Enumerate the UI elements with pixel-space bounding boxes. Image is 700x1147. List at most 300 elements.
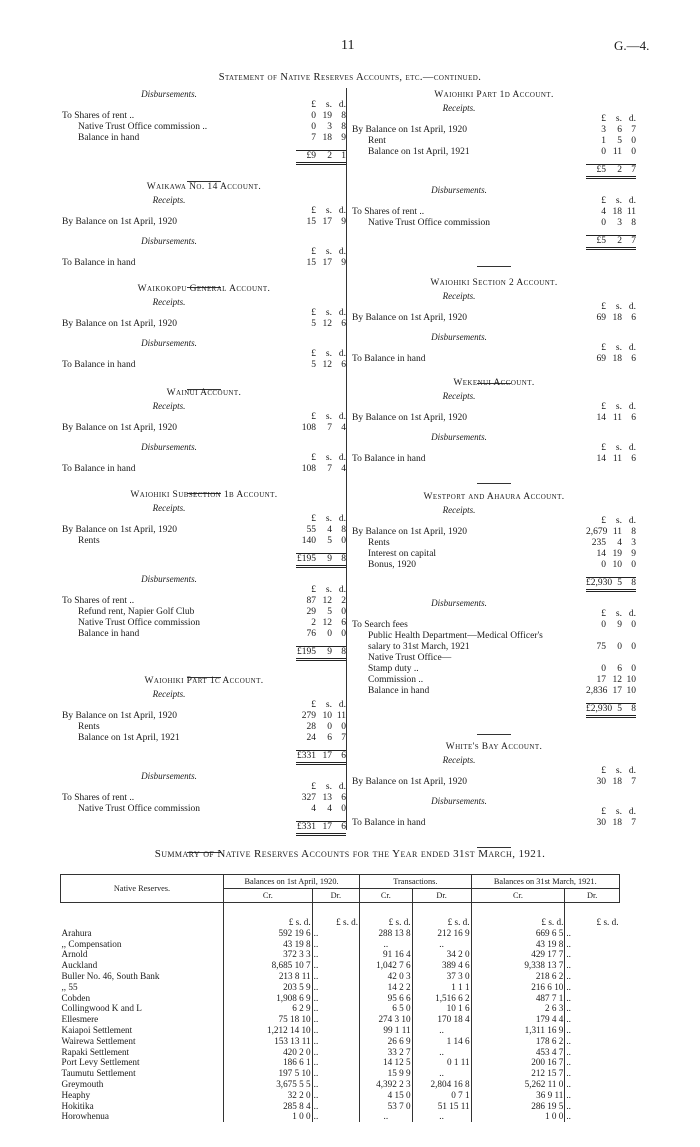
- amount-pounds: 30: [596, 777, 606, 787]
- pound-sign: £: [601, 114, 606, 124]
- amount-pounds: 2,679: [586, 527, 608, 537]
- pound-sign: £: [311, 206, 316, 216]
- reserve-name: Buller No. 46, South Bank: [61, 970, 160, 981]
- amount-shillings: 12: [322, 360, 332, 370]
- shilling-sign: s.: [615, 402, 622, 412]
- amount-pounds: 4: [311, 804, 316, 814]
- disbursements-label-text: To Balance in hand: [62, 360, 136, 370]
- amount-cell: 2 6 3: [471, 1003, 565, 1014]
- amount-pence: 0: [631, 560, 636, 570]
- amount-pounds: £9: [306, 151, 316, 161]
- amount-cell: [296, 111, 346, 122]
- amount-shillings: 18: [612, 818, 622, 828]
- currency-header: [62, 412, 346, 423]
- amount-cell: [586, 777, 636, 788]
- receipts-row: [62, 722, 346, 733]
- amount-shillings: 10: [322, 711, 332, 721]
- currency-header: [352, 516, 636, 527]
- disbursements-label-text: Native Trust Office commission: [78, 618, 201, 628]
- amount-pence: 6: [631, 413, 636, 423]
- amount-pence: 9: [341, 133, 346, 143]
- table-row: [61, 1047, 620, 1058]
- amount-cell: [586, 538, 636, 549]
- account-waikawa: [62, 180, 346, 288]
- section-rule: [477, 266, 511, 267]
- amount-pounds: 0: [601, 147, 606, 157]
- table-row: [61, 949, 620, 960]
- disbursements-label: Disbursements.: [141, 771, 197, 781]
- amount-cell: ..: [312, 1111, 359, 1122]
- table-row: [61, 1111, 620, 1122]
- amount-pence: 8: [341, 111, 346, 121]
- amount-pence: 8: [341, 122, 346, 132]
- amount-cell: ..: [565, 1068, 620, 1079]
- amount-cell: 592 19 6: [224, 928, 313, 939]
- receipts-row: [352, 777, 636, 788]
- amount-cell: ..: [565, 1047, 620, 1058]
- amount-cell: ..: [312, 1047, 359, 1058]
- amount-pounds: £5: [596, 236, 606, 246]
- shilling-sign: s.: [615, 807, 622, 817]
- pound-sign: £: [311, 453, 316, 463]
- pence-sign: d.: [338, 349, 346, 359]
- receipts-label-text: By Balance on 1st April, 1920: [352, 413, 468, 423]
- receipts-label: Receipts.: [442, 505, 476, 515]
- currency-units: £ s. d.: [224, 903, 313, 928]
- amount-cell: ..: [312, 949, 359, 960]
- amount-cell: ..: [565, 1090, 620, 1101]
- amount-cell: 75 18 10: [224, 1014, 313, 1025]
- amount-pence: 9: [341, 258, 346, 268]
- amount-cell: [296, 122, 346, 133]
- amount-cell: ..: [312, 971, 359, 982]
- disbursements-label-text: Public Health Department—Medical Officer's: [368, 631, 543, 641]
- amount-pence: 8: [341, 647, 346, 657]
- shilling-sign: s.: [615, 196, 622, 206]
- disbursements-label: Disbursements.: [141, 89, 197, 99]
- account-title: Waiohiki Section 2 Account.: [430, 278, 558, 288]
- amount-cell: [586, 235, 636, 250]
- amount-pounds: 24: [306, 733, 316, 743]
- amount-pence: 9: [631, 549, 636, 559]
- amount-shillings: 12: [322, 618, 332, 628]
- pence-sign: d.: [628, 609, 636, 619]
- receipts-label-text: By Balance on 1st April, 1920: [62, 423, 178, 433]
- currency-units: [296, 206, 346, 217]
- receipts-label-text: Balance on 1st April, 1921: [368, 147, 470, 157]
- amount-pence: 7: [631, 236, 636, 246]
- disbursements-row: [62, 629, 346, 640]
- amount-cell: ..: [360, 939, 413, 950]
- amount-cell: [296, 536, 346, 547]
- amount-cell: ..: [312, 939, 359, 950]
- amount-shillings: 12: [322, 596, 332, 606]
- amount-cell: ..: [312, 1068, 359, 1079]
- disbursements-label-text: To Shares of rent ..: [62, 111, 135, 121]
- table-row: [61, 971, 620, 982]
- amount-shillings: 0: [327, 629, 332, 639]
- amount-pounds: 0: [311, 111, 316, 121]
- currency-units: £ s. d.: [360, 903, 413, 928]
- amount-cell: 203 5 9: [224, 982, 313, 993]
- account-title: Waikokopu General Account.: [137, 284, 271, 294]
- currency-header: [352, 807, 636, 818]
- amount-pounds: 76: [306, 629, 316, 639]
- amount-cell: ..: [412, 1111, 471, 1122]
- amount-cell: 288 13 8: [360, 928, 413, 939]
- amount-pence: 6: [631, 354, 636, 364]
- col-header-cr: Cr.: [224, 889, 313, 903]
- receipts-label-text: By Balance on 1st April, 1920: [62, 319, 178, 329]
- amount-cell: [296, 793, 346, 804]
- amount-cell: ..: [312, 1057, 359, 1068]
- shilling-sign: s.: [325, 247, 332, 257]
- amount-pence: 0: [341, 607, 346, 617]
- amount-cell: [296, 133, 346, 144]
- amount-shillings: 4: [327, 525, 332, 535]
- amount-pence: 6: [341, 793, 346, 803]
- amount-shillings: 11: [612, 454, 622, 464]
- account-waiohiki-1d: [352, 88, 636, 267]
- receipts-row: [352, 313, 636, 324]
- amount-cell: [296, 607, 346, 618]
- disbursements-label-text: Native Trust Office commission ..: [78, 122, 208, 132]
- disbursements-label-text: To Balance in hand: [62, 464, 136, 474]
- disbursements-label-text: salary to 31st March, 1921: [368, 642, 470, 652]
- pound-sign: £: [601, 196, 606, 206]
- col-header-bal-1921: Balances on 31st March, 1921.: [471, 875, 619, 889]
- account-waikokopu: [62, 282, 346, 390]
- amount-cell: [296, 750, 346, 765]
- amount-cell: 4,392 2 3: [360, 1079, 413, 1090]
- receipts-label-text: Bonus, 1920: [368, 560, 417, 570]
- amount-shillings: 4: [327, 804, 332, 814]
- shilling-sign: s.: [325, 782, 332, 792]
- amount-shillings: 18: [612, 207, 622, 217]
- disbursements-label: Disbursements.: [141, 442, 197, 452]
- account-wainui: [62, 386, 346, 494]
- amount-cell: 1,516 6 2: [412, 993, 471, 1004]
- amount-cell: [296, 553, 346, 568]
- pound-sign: £: [311, 308, 316, 318]
- account-whites-bay: [352, 740, 636, 848]
- disbursements-total: [62, 150, 346, 163]
- amount-cell: ..: [565, 971, 620, 982]
- account-title: Wekenui Account.: [453, 378, 535, 388]
- amount-pounds: £2,930: [586, 578, 613, 588]
- receipts-row: [62, 711, 346, 722]
- amount-cell: 0 1 11: [412, 1057, 471, 1068]
- amount-shillings: 4: [617, 538, 622, 548]
- table-row: [61, 1025, 620, 1036]
- amount-pence: 6: [341, 822, 346, 832]
- document-reference: G.—4.: [614, 38, 650, 53]
- amount-shillings: 17: [612, 686, 622, 696]
- amount-cell: [586, 136, 636, 147]
- shilling-sign: s.: [325, 453, 332, 463]
- disbursements-row: [62, 607, 346, 618]
- amount-cell: ..: [312, 1079, 359, 1090]
- amount-cell: 6 5 0: [360, 1003, 413, 1014]
- amount-cell: 36 9 11: [471, 1090, 565, 1101]
- amount-shillings: 12: [322, 319, 332, 329]
- amount-shillings: 7: [327, 464, 332, 474]
- receipts-label: Receipts.: [442, 103, 476, 113]
- pence-sign: d.: [628, 114, 636, 124]
- pence-sign: d.: [628, 196, 636, 206]
- col-header-dr: Dr.: [412, 889, 471, 903]
- amount-cell: 2,804 16 8: [412, 1079, 471, 1090]
- amount-cell: [296, 821, 346, 836]
- summary-units-row: [61, 903, 620, 928]
- amount-cell: [586, 354, 636, 365]
- disbursements-row: [352, 354, 636, 365]
- amount-cell: [586, 549, 636, 560]
- amount-cell: ..: [565, 1111, 620, 1122]
- disbursements-row: [352, 207, 636, 218]
- amount-pence: 8: [341, 525, 346, 535]
- currency-units: [586, 516, 636, 527]
- amount-cell: 15 9 9: [360, 1068, 413, 1079]
- disbursements-label-text: To Shares of rent ..: [352, 207, 425, 217]
- disbursements-row: [352, 642, 636, 653]
- disbursements-label-text: Native Trust Office commission: [78, 804, 201, 814]
- disbursements-row: [62, 804, 346, 815]
- disbursements-row: [62, 133, 346, 144]
- amount-cell: [296, 525, 346, 536]
- amount-pence: 8: [631, 704, 636, 714]
- disbursements-label-text: To Balance in hand: [62, 258, 136, 268]
- amount-cell: 33 2 7: [360, 1047, 413, 1058]
- amount-pounds: 2,836: [586, 686, 608, 696]
- receipts-row: [62, 217, 346, 228]
- amount-cell: [296, 360, 346, 371]
- receipts-row: [352, 560, 636, 571]
- amount-pence: 7: [341, 733, 346, 743]
- section-rule: [477, 734, 511, 735]
- amount-pounds: 2: [311, 618, 316, 628]
- amount-cell: [586, 675, 636, 686]
- receipts-label-text: Rents: [78, 722, 100, 732]
- amount-cell: 389 4 6: [412, 960, 471, 971]
- amount-cell: ..: [312, 993, 359, 1004]
- amount-pence: 0: [631, 136, 636, 146]
- amount-shillings: 18: [322, 133, 332, 143]
- currency-units: [296, 514, 346, 525]
- amount-cell: 1 0 0: [224, 1111, 313, 1122]
- disbursements-label-text: Refund rent, Napier Golf Club: [78, 607, 195, 617]
- reserve-name: Arnold: [61, 949, 88, 960]
- shilling-sign: s.: [325, 700, 332, 710]
- amount-cell: 178 6 2: [471, 1036, 565, 1047]
- amount-pounds: 3: [601, 125, 606, 135]
- pence-sign: d.: [628, 402, 636, 412]
- summary-table: [60, 874, 620, 1122]
- disbursements-label-text: To Balance in hand: [352, 818, 426, 828]
- amount-pence: 8: [341, 554, 346, 564]
- amount-cell: ..: [412, 1068, 471, 1079]
- currency-header: [62, 514, 346, 525]
- table-row: [61, 1036, 620, 1047]
- amount-cell: [586, 218, 636, 229]
- amount-pence: 0: [341, 536, 346, 546]
- amount-shillings: 0: [617, 642, 622, 652]
- amount-cell: ..: [565, 939, 620, 950]
- account-title: Waiohiki Part 1c Account.: [144, 676, 264, 686]
- disbursements-row: [352, 664, 636, 675]
- table-row: [61, 1101, 620, 1112]
- statement-title: Statement of Native Reserves Accounts, etc.—continued.: [218, 72, 482, 83]
- amount-shillings: 18: [612, 777, 622, 787]
- amount-cell: [296, 804, 346, 815]
- amount-cell: 32 2 0: [224, 1090, 313, 1101]
- currency-header: [352, 609, 636, 620]
- shilling-sign: s.: [325, 514, 332, 524]
- amount-pounds: £5: [596, 165, 606, 175]
- amount-cell: ..: [312, 1101, 359, 1112]
- amount-cell: 43 19 8: [471, 939, 565, 950]
- disbursements-row: [352, 686, 636, 697]
- amount-pence: 3: [631, 538, 636, 548]
- currency-header: [352, 402, 636, 413]
- receipts-label-text: Interest on capital: [368, 549, 437, 559]
- reserve-name: Ellesmere: [61, 1014, 99, 1025]
- currency-header: [62, 206, 346, 217]
- currency-units: [586, 402, 636, 413]
- pence-sign: d.: [338, 412, 346, 422]
- pound-sign: £: [311, 247, 316, 257]
- currency-header: [62, 700, 346, 711]
- amount-cell: ..: [565, 1014, 620, 1025]
- amount-cell: ..: [565, 960, 620, 971]
- receipts-label: Receipts.: [442, 391, 476, 401]
- disbursements-row: [62, 122, 346, 133]
- col-header-cr: Cr.: [360, 889, 413, 903]
- amount-pence: 6: [341, 319, 346, 329]
- pence-sign: d.: [628, 343, 636, 353]
- amount-shillings: 0: [327, 722, 332, 732]
- amount-cell: [586, 527, 636, 538]
- col-header-bal-1920: Balances on 1st April, 1920.: [224, 875, 360, 889]
- account-waiohiki-2: [352, 276, 636, 384]
- pence-sign: d.: [628, 766, 636, 776]
- pence-sign: d.: [628, 516, 636, 526]
- amount-cell: [296, 464, 346, 475]
- amount-cell: 26 6 9: [360, 1036, 413, 1047]
- section-rule: [477, 483, 511, 484]
- amount-pounds: 140: [301, 536, 316, 546]
- amount-cell: 200 16 7: [471, 1057, 565, 1068]
- summary-title: Summary of Native Reserves Accounts for the Year ended 31st March, 1921.: [154, 848, 546, 860]
- amount-pence: 11: [626, 207, 636, 217]
- amount-pence: 6: [631, 454, 636, 464]
- amount-shillings: 17: [322, 751, 332, 761]
- reserve-name: Kaiapoi Settlement: [61, 1024, 133, 1035]
- currency-header: [352, 196, 636, 207]
- amount-shillings: 6: [327, 733, 332, 743]
- currency-units: [296, 453, 346, 464]
- pence-sign: d.: [628, 302, 636, 312]
- table-row: [61, 1090, 620, 1101]
- amount-pence: 11: [336, 711, 346, 721]
- amount-cell: 212 16 9: [412, 928, 471, 939]
- disbursements-row: [62, 618, 346, 629]
- amount-cell: 213 8 11: [224, 971, 313, 982]
- receipts-total: [352, 164, 636, 177]
- amount-shillings: 17: [322, 217, 332, 227]
- currency-header: [62, 100, 346, 111]
- amount-cell: [586, 703, 636, 718]
- pound-sign: £: [601, 402, 606, 412]
- amount-cell: 1 1 1: [412, 982, 471, 993]
- amount-pence: 1: [341, 151, 346, 161]
- account-westport-ahaura: [352, 490, 636, 735]
- disbursements-total: [62, 646, 346, 659]
- disbursements-total: [62, 821, 346, 834]
- reserve-name: Heaphy: [61, 1089, 91, 1100]
- amount-cell: ..: [565, 1003, 620, 1014]
- table-row: [61, 1068, 620, 1079]
- receipts-label-text: By Balance on 1st April, 1920: [62, 217, 178, 227]
- amount-pounds: £195: [297, 647, 316, 657]
- amount-pence: 10: [626, 686, 636, 696]
- col-header-dr: Dr.: [312, 889, 359, 903]
- currency-units: [586, 609, 636, 620]
- disbursements-row: [62, 793, 346, 804]
- currency-header: [352, 443, 636, 454]
- receipts-label: Receipts.: [152, 689, 186, 699]
- pound-sign: £: [601, 766, 606, 776]
- amount-cell: [586, 818, 636, 829]
- shilling-sign: s.: [615, 516, 622, 526]
- receipts-label: Receipts.: [152, 195, 186, 205]
- amount-cell: ..: [565, 1036, 620, 1047]
- table-row: [61, 1057, 620, 1068]
- amount-cell: [296, 733, 346, 744]
- amount-shillings: 5: [327, 607, 332, 617]
- receipts-total: [352, 577, 636, 590]
- amount-pounds: £195: [297, 554, 316, 564]
- amount-cell: ..: [412, 939, 471, 950]
- amount-pounds: 7: [311, 133, 316, 143]
- pence-sign: d.: [338, 453, 346, 463]
- amount-shillings: 10: [612, 560, 622, 570]
- amount-cell: [296, 596, 346, 607]
- receipts-row: [352, 413, 636, 424]
- disbursements-label-text: Balance in hand: [78, 629, 140, 639]
- amount-pounds: £331: [297, 822, 316, 832]
- disbursements-row: [62, 596, 346, 607]
- amount-cell: 9,338 13 7: [471, 960, 565, 971]
- amount-cell: 43 19 8: [224, 939, 313, 950]
- disbursements-row: [352, 454, 636, 465]
- shilling-sign: s.: [615, 609, 622, 619]
- amount-pence: 7: [631, 777, 636, 787]
- amount-pence: 4: [341, 464, 346, 474]
- amount-pounds: 108: [301, 423, 316, 433]
- disbursements-row: [62, 111, 346, 122]
- amount-cell: [586, 560, 636, 571]
- amount-cell: 197 5 10: [224, 1068, 313, 1079]
- amount-pounds: £2,930: [586, 704, 613, 714]
- receipts-label-text: By Balance on 1st April, 1920: [352, 125, 468, 135]
- reserve-name: Wairewa Settlement: [61, 1035, 136, 1046]
- currency-header: [352, 302, 636, 313]
- col-header-transactions: Transactions.: [360, 875, 472, 889]
- receipts-row: [62, 319, 346, 330]
- account-continued: [62, 88, 346, 182]
- currency-header: [62, 453, 346, 464]
